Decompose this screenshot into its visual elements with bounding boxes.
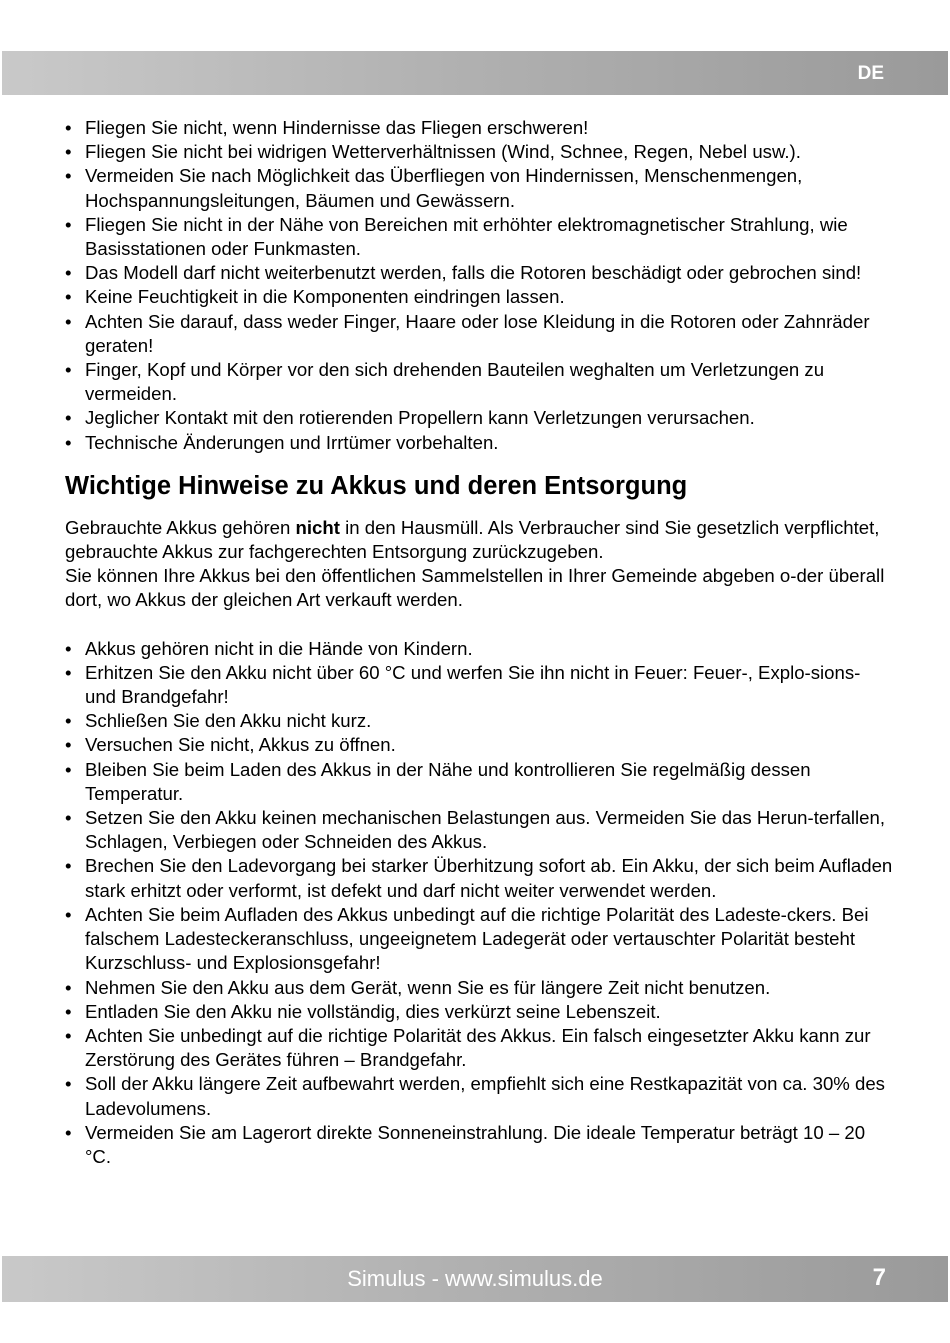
intro-text-start: Gebrauchte Akkus gehören — [65, 516, 296, 538]
list-item: • Soll der Akku längere Zeit aufbewahrt werden, empfiehlt sich eine Restkapazität von ca. 30% des Ladevolumens. — [65, 1072, 895, 1120]
list-item: • Achten Sie unbedingt auf die richtige Polarität des Akkus. Ein falsch eingesetzter Akku kann zur Zerstörung des Gerätes führen – Brandgefahr. — [65, 1024, 895, 1072]
footer-website: Simulus - www.simulus.de — [347, 1266, 603, 1291]
list-item: • Akkus gehören nicht in die Hände von Kindern. — [65, 637, 895, 661]
list-item: • Bleiben Sie beim Laden des Akkus in der Nähe und kontrollieren Sie regelmäßig dessen Temperatur. — [65, 758, 895, 806]
list-item: • Nehmen Sie den Akku aus dem Gerät, wenn Sie es für längere Zeit nicht benutzen. — [65, 976, 895, 1000]
list-item: • Setzen Sie den Akku keinen mechanischen Belastungen aus. Vermeiden Sie das Herun-terfallen, Schlagen, Verbiegen oder Schneiden des Akkus. — [65, 806, 895, 854]
list-item: • Finger, Kopf und Körper vor den sich drehenden Bauteilen weghalten um Verletzungen zu vermeiden. — [65, 358, 895, 406]
header-bar — [2, 51, 948, 95]
list-item: • Entladen Sie den Akku nie vollständig, dies verkürzt seine Lebenszeit. — [65, 1000, 895, 1024]
intro-second-sentence: Sie können Ihre Akkus bei den öffentlichen Sammelstellen in Ihrer Gemeinde abgeben o-der überall dort, wo Akkus der gleichen Art verkauft werden. — [65, 565, 885, 611]
intro-paragraph — [65, 516, 895, 613]
intro-text-end: in den Hausmüll. Als Verbraucher sind Sie gesetzlich verpflichtet, gebrauchte Akkus zur fachgerechten Entsorgung zurückzugeben. — [65, 516, 880, 563]
list-item: • Schließen Sie den Akku nicht kurz. — [65, 709, 895, 733]
list-item: • Das Modell darf nicht weiterbenutzt werden, falls die Rotoren beschädigt oder gebrochen sind! — [65, 261, 895, 285]
battery-rules-list — [65, 637, 895, 1169]
flight-rules-list — [65, 116, 895, 455]
intro-bold-word: nicht — [295, 516, 340, 538]
list-item: • Fliegen Sie nicht, wenn Hindernisse das Fliegen erschweren! — [65, 116, 895, 140]
list-item: • Fliegen Sie nicht in der Nähe von Bereichen mit erhöhter elektromagnetischer Strahlung, wie Basisstationen oder Funkmasten. — [65, 213, 895, 261]
list-item: • Erhitzen Sie den Akku nicht über 60 °C und werfen Sie ihn nicht in Feuer: Feuer-, Explo-sions- und Brandgefahr! — [65, 661, 895, 709]
list-item: • Keine Feuchtigkeit in die Komponenten eindringen lassen. — [65, 285, 895, 309]
list-item: • Fliegen Sie nicht bei widrigen Wetterverhältnissen (Wind, Schnee, Regen, Nebel usw.). — [65, 140, 895, 164]
list-item: • Vermeiden Sie am Lagerort direkte Sonneneinstrahlung. Die ideale Temperatur beträgt 10 – 20 °C. — [65, 1121, 895, 1169]
page-content — [65, 116, 895, 1169]
list-item: • Technische Änderungen und Irrtümer vorbehalten. — [65, 431, 895, 455]
list-item: • Vermeiden Sie nach Möglichkeit das Überfliegen von Hindernissen, Menschenmengen, Hochspannungsleitungen, Bäumen und Gewässern. — [65, 164, 895, 212]
list-item: • Jeglicher Kontakt mit den rotierenden Propellern kann Verletzungen verursachen. — [65, 406, 895, 430]
section-heading: Wichtige Hinweise zu Akkus und deren Entsorgung — [65, 471, 688, 500]
list-item: • Versuchen Sie nicht, Akkus zu öffnen. — [65, 733, 895, 757]
language-label: DE — [857, 63, 884, 84]
list-item: • Achten Sie darauf, dass weder Finger, Haare oder lose Kleidung in die Rotoren oder Zahnräder geraten! — [65, 310, 895, 358]
page-number: 7 — [872, 1264, 886, 1291]
footer-bar — [2, 1256, 948, 1302]
list-item: • Brechen Sie den Ladevorgang bei starker Überhitzung sofort ab. Ein Akku, der sich beim Aufladen stark erhitzt oder verformt, ist defekt und darf nicht weiter verwendet werden. — [65, 854, 895, 902]
list-item: • Achten Sie beim Aufladen des Akkus unbedingt auf die richtige Polarität des Ladeste-ckers. Bei falschem Ladesteckeranschluss, ungeeignetem Ladegerät oder vertauschter Polarität besteht Kurzschluss- und Explosionsgefahr! — [65, 903, 895, 976]
